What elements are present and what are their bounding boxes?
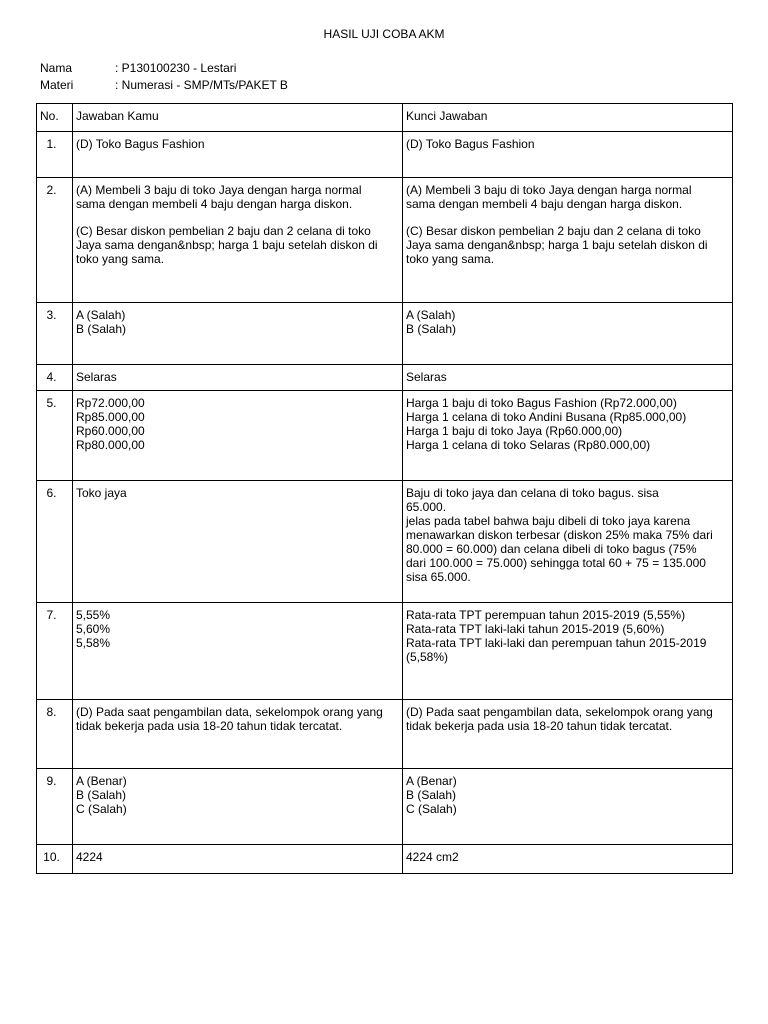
kunci-line: (D) Pada saat pengambilan data, sekelompok orang yang	[406, 705, 713, 719]
kunci-cell	[403, 391, 733, 481]
kunci-cell	[403, 132, 733, 178]
results-table	[36, 103, 733, 874]
jawaban-line: B (Salah)	[76, 322, 127, 336]
kunci-line: Harga 1 baju di toko Jaya (Rp60.000,00)	[406, 424, 623, 438]
jawaban-line: Rp80.000,00	[76, 438, 145, 452]
header-kunci: Kunci Jawaban	[403, 104, 733, 132]
row-number: 10.	[37, 845, 73, 874]
materi-value: : Numerasi - SMP/MTs/PAKET B	[115, 78, 288, 92]
table-row	[37, 391, 733, 481]
jawaban-line: Selaras	[76, 370, 117, 384]
header-jawaban: Jawaban Kamu	[73, 104, 403, 132]
kunci-line: (A) Membeli 3 baju di toko Jaya dengan harga normal	[406, 183, 692, 197]
kunci-cell	[403, 845, 733, 874]
jawaban-line: Toko jaya	[76, 486, 127, 500]
kunci-line: Harga 1 celana di toko Selaras (Rp80.000,00)	[406, 438, 651, 452]
jawaban-line: (D) Pada saat pengambilan data, sekelompok orang yang	[76, 705, 383, 719]
row-number: 3.	[37, 303, 73, 365]
kunci-cell	[403, 603, 733, 700]
jawaban-line: 5,58%	[76, 636, 111, 650]
nama-value: : P130100230 - Lestari	[115, 61, 237, 75]
jawaban-line: tidak bekerja pada usia 18-20 tahun tidak tercatat.	[76, 719, 343, 733]
kunci-line: menawarkan diskon terbesar (diskon 25% maka 75% dari	[406, 528, 713, 542]
page-title: HASIL UJI COBA AKM	[323, 27, 445, 41]
table-row	[37, 700, 733, 769]
table-row	[37, 365, 733, 391]
kunci-line: A (Salah)	[406, 308, 456, 322]
jawaban-cell	[73, 178, 403, 303]
kunci-line: B (Salah)	[406, 788, 457, 802]
kunci-line: Harga 1 baju di toko Bagus Fashion (Rp72.000,00)	[406, 396, 677, 410]
kunci-cell	[403, 178, 733, 303]
jawaban-cell	[73, 700, 403, 769]
table-row	[37, 481, 733, 603]
row-number: 2.	[37, 178, 73, 303]
kunci-cell	[403, 700, 733, 769]
kunci-line: B (Salah)	[406, 322, 457, 336]
kunci-line: toko yang sama.	[406, 252, 495, 266]
kunci-cell	[403, 769, 733, 845]
kunci-line: Rata-rata TPT laki-laki dan perempuan tahun 2015-2019	[406, 636, 707, 650]
jawaban-cell	[73, 481, 403, 603]
kunci-line: 80.000 = 60.000) dan celana dibeli di toko bagus (75%	[406, 542, 697, 556]
jawaban-line: 5,55%	[76, 608, 111, 622]
jawaban-line: A (Salah)	[76, 308, 126, 322]
jawaban-cell	[73, 845, 403, 874]
table-row	[37, 603, 733, 700]
header-no: No.	[37, 104, 73, 132]
kunci-line: sisa 65.000.	[406, 570, 471, 584]
meta-nama	[40, 61, 236, 75]
table-row	[37, 132, 733, 178]
paragraph-gap	[76, 211, 399, 224]
jawaban-line: B (Salah)	[76, 788, 127, 802]
jawaban-line: Rp85.000,00	[76, 410, 145, 424]
kunci-line: 4224 cm2	[406, 850, 459, 864]
jawaban-line: C (Salah)	[76, 802, 127, 816]
jawaban-line: 5,60%	[76, 622, 111, 636]
jawaban-line: (C) Besar diskon pembelian 2 baju dan 2 celana di toko	[76, 224, 371, 238]
jawaban-line: Rp60.000,00	[76, 424, 145, 438]
kunci-line: tidak bekerja pada usia 18-20 tahun tidak tercatat.	[406, 719, 673, 733]
kunci-line: 65.000.	[406, 500, 447, 514]
table-row	[37, 178, 733, 303]
row-number: 4.	[37, 365, 73, 391]
row-number: 9.	[37, 769, 73, 845]
jawaban-line: Jaya sama dengan&nbsp; harga 1 baju setelah diskon di	[76, 238, 378, 252]
paragraph-gap	[406, 211, 729, 224]
jawaban-line: 4224	[76, 850, 103, 864]
kunci-line: jelas pada tabel bahwa baju dibeli di toko jaya karena	[406, 514, 691, 528]
kunci-cell	[403, 365, 733, 391]
jawaban-cell	[73, 603, 403, 700]
jawaban-line: (A) Membeli 3 baju di toko Jaya dengan harga normal	[76, 183, 362, 197]
kunci-line: C (Salah)	[406, 802, 457, 816]
row-number: 7.	[37, 603, 73, 700]
row-number: 6.	[37, 481, 73, 603]
kunci-line: (C) Besar diskon pembelian 2 baju dan 2 celana di toko	[406, 224, 701, 238]
kunci-line: dari 100.000 = 75.000) sehingga total 60 + 75 = 135.000	[406, 556, 706, 570]
kunci-line: Harga 1 celana di toko Andini Busana (Rp85.000,00)	[406, 410, 687, 424]
kunci-line: Rata-rata TPT laki-laki tahun 2015-2019 (5,60%)	[406, 622, 665, 636]
table-row	[37, 303, 733, 365]
table-body	[37, 132, 733, 874]
nama-label: Nama	[40, 61, 73, 75]
kunci-line: Baju di toko jaya dan celana di toko bagus. sisa	[406, 486, 659, 500]
jawaban-cell	[73, 391, 403, 481]
jawaban-line: A (Benar)	[76, 774, 127, 788]
table-row	[37, 845, 733, 874]
materi-label: Materi	[40, 78, 74, 92]
jawaban-line: Rp72.000,00	[76, 396, 145, 410]
table-row	[37, 769, 733, 845]
jawaban-cell	[73, 303, 403, 365]
jawaban-cell	[73, 769, 403, 845]
jawaban-cell	[73, 365, 403, 391]
jawaban-line: (D) Toko Bagus Fashion	[76, 137, 205, 151]
kunci-line: (D) Toko Bagus Fashion	[406, 137, 535, 151]
table-header-row	[37, 104, 733, 132]
jawaban-cell	[73, 132, 403, 178]
kunci-line: Jaya sama dengan&nbsp; harga 1 baju setelah diskon di	[406, 238, 708, 252]
jawaban-line: sama dengan membeli 4 baju dengan harga diskon.	[76, 197, 353, 211]
kunci-line: sama dengan membeli 4 baju dengan harga diskon.	[406, 197, 683, 211]
row-number: 1.	[37, 132, 73, 178]
kunci-line: A (Benar)	[406, 774, 457, 788]
kunci-line: Selaras	[406, 370, 447, 384]
kunci-cell	[403, 481, 733, 603]
kunci-line: (5,58%)	[406, 650, 449, 664]
jawaban-line: toko yang sama.	[76, 252, 165, 266]
kunci-line: Rata-rata TPT perempuan tahun 2015-2019 (5,55%)	[406, 608, 686, 622]
row-number: 5.	[37, 391, 73, 481]
kunci-cell	[403, 303, 733, 365]
meta-materi	[40, 78, 288, 92]
row-number: 8.	[37, 700, 73, 769]
